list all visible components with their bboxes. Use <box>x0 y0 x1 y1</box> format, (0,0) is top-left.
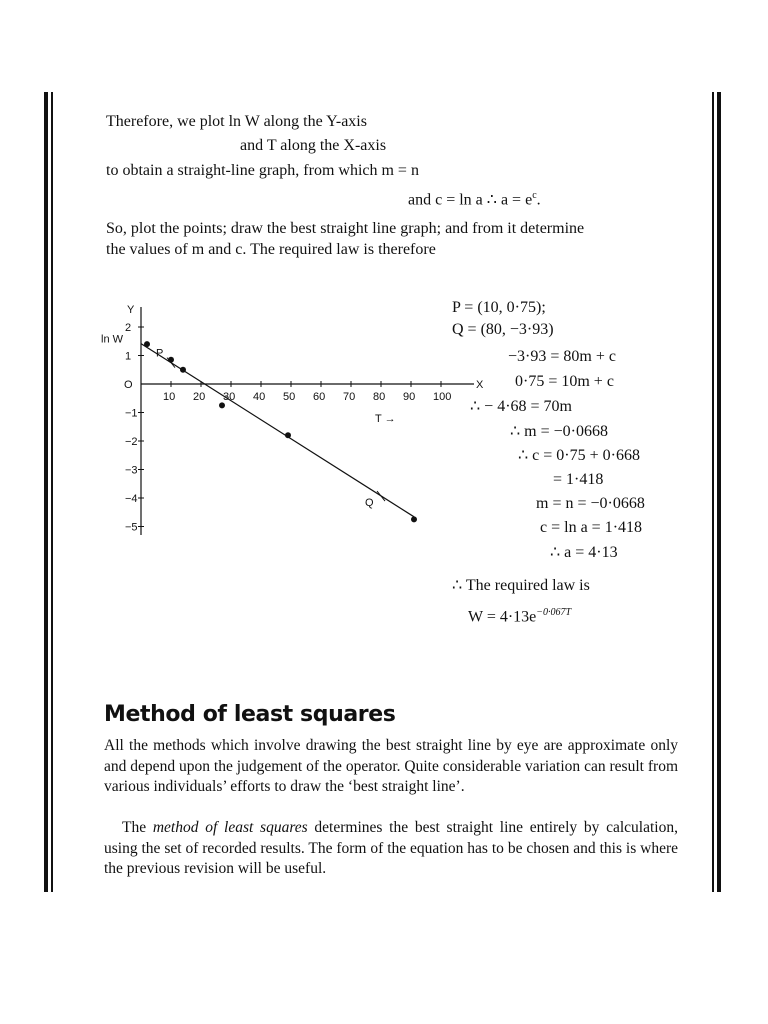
text-line-4-main: and c = ln a ∴ a = e <box>408 191 533 209</box>
x-tick-label: 60 <box>313 391 326 403</box>
x-tick-label: 80 <box>373 391 386 403</box>
ln-w-vs-t-graph <box>95 298 484 548</box>
eq-7: m = n = −0·0668 <box>536 495 645 512</box>
eq-law-main: W = 4·13e <box>468 608 537 626</box>
x-tick-label: 70 <box>343 391 356 403</box>
eq-9: ∴ a = 4·13 <box>550 544 618 561</box>
x-tick-label: 10 <box>163 391 176 403</box>
left-border-bar-inner <box>51 92 53 892</box>
origin-label: O <box>124 379 133 391</box>
paragraph-2-prefix: The <box>122 819 153 836</box>
y-tick-label: −5 <box>125 521 138 534</box>
eq-1: −3·93 = 80m + c <box>508 348 616 365</box>
x-tick-label: 90 <box>403 391 416 403</box>
text-line-5: So, plot the points; draw the best straight line graph; and from it determine <box>106 220 585 237</box>
eq-point-q: Q = (80, −3·93) <box>452 321 554 338</box>
eq-law-exp: −0·067T <box>536 607 572 618</box>
data-point <box>180 367 186 373</box>
x-axis-label: T → <box>375 413 396 425</box>
x-tick-label: 40 <box>253 391 266 403</box>
x-axis-letter: X <box>476 379 484 391</box>
text-line-4-sup: c <box>532 190 537 201</box>
x-tick-label: 50 <box>283 391 296 403</box>
point-label-p: P <box>156 347 164 360</box>
y-tick-label: 2 <box>125 322 132 334</box>
left-border-bar-outer <box>44 92 48 892</box>
x-tick-label: 30 <box>223 391 236 403</box>
eq-2: 0·75 = 10m + c <box>515 373 614 390</box>
right-border-bar-outer <box>717 92 721 892</box>
text-line-6: the values of m and c. The required law is therefore <box>106 241 436 258</box>
eq-5: ∴ c = 0·75 + 0·668 <box>518 447 640 464</box>
paragraph-2 <box>104 818 678 880</box>
eq-8: c = ln a = 1·418 <box>540 519 643 536</box>
point-label-q: Q <box>365 497 374 510</box>
eq-3: ∴ − 4·68 = 70m <box>470 398 572 415</box>
y-axis-label: ln W <box>101 333 123 346</box>
y-tick-label: −2 <box>125 436 138 448</box>
eq-law-intro: ∴ The required law is <box>452 577 590 594</box>
x-tick-label: 100 <box>433 391 452 403</box>
y-tick-label: −3 <box>125 464 138 477</box>
text-line-4 <box>408 186 541 210</box>
right-border-bar-inner <box>712 92 714 892</box>
data-point <box>219 402 225 408</box>
text-line-1: Therefore, we plot ln W along the Y-axis <box>106 113 367 130</box>
text-line-3: to obtain a straight-line graph, from which m = n <box>106 162 419 179</box>
paragraph-1: All the methods which involve drawing the best straight line by eye are approximate only and depend upon the judgement of the operator. Quite considerable variation can result from various individuals’ efforts to draw the ‘best straight line’. <box>104 737 678 795</box>
data-point <box>144 341 150 347</box>
y-tick-label: 1 <box>125 350 132 363</box>
data-point <box>285 432 291 438</box>
section-heading: Method of least squares <box>104 702 396 727</box>
text-line-4-end: . <box>536 191 541 209</box>
paragraph-2-emphasis: method of least squares <box>152 819 308 836</box>
point-mark-q <box>377 491 385 501</box>
paragraph-2-rest: determines the best straight line entirely by calculation, using the set of recorded results. The form of the equation has to be chosen and this is where the previous revision will be useful. <box>104 819 678 877</box>
y-axis-letter: Y <box>127 303 135 316</box>
eq-law <box>468 603 571 627</box>
text-line-2: and T along the X-axis <box>240 137 387 154</box>
y-tick-label: −1 <box>125 407 138 420</box>
y-tick-label: −4 <box>125 493 138 505</box>
eq-6: = 1·418 <box>553 471 604 488</box>
eq-4: ∴ m = −0·0668 <box>510 423 608 440</box>
data-point <box>411 516 417 522</box>
x-tick-label: 20 <box>193 391 206 403</box>
eq-point-p: P = (10, 0·75); <box>452 299 546 316</box>
